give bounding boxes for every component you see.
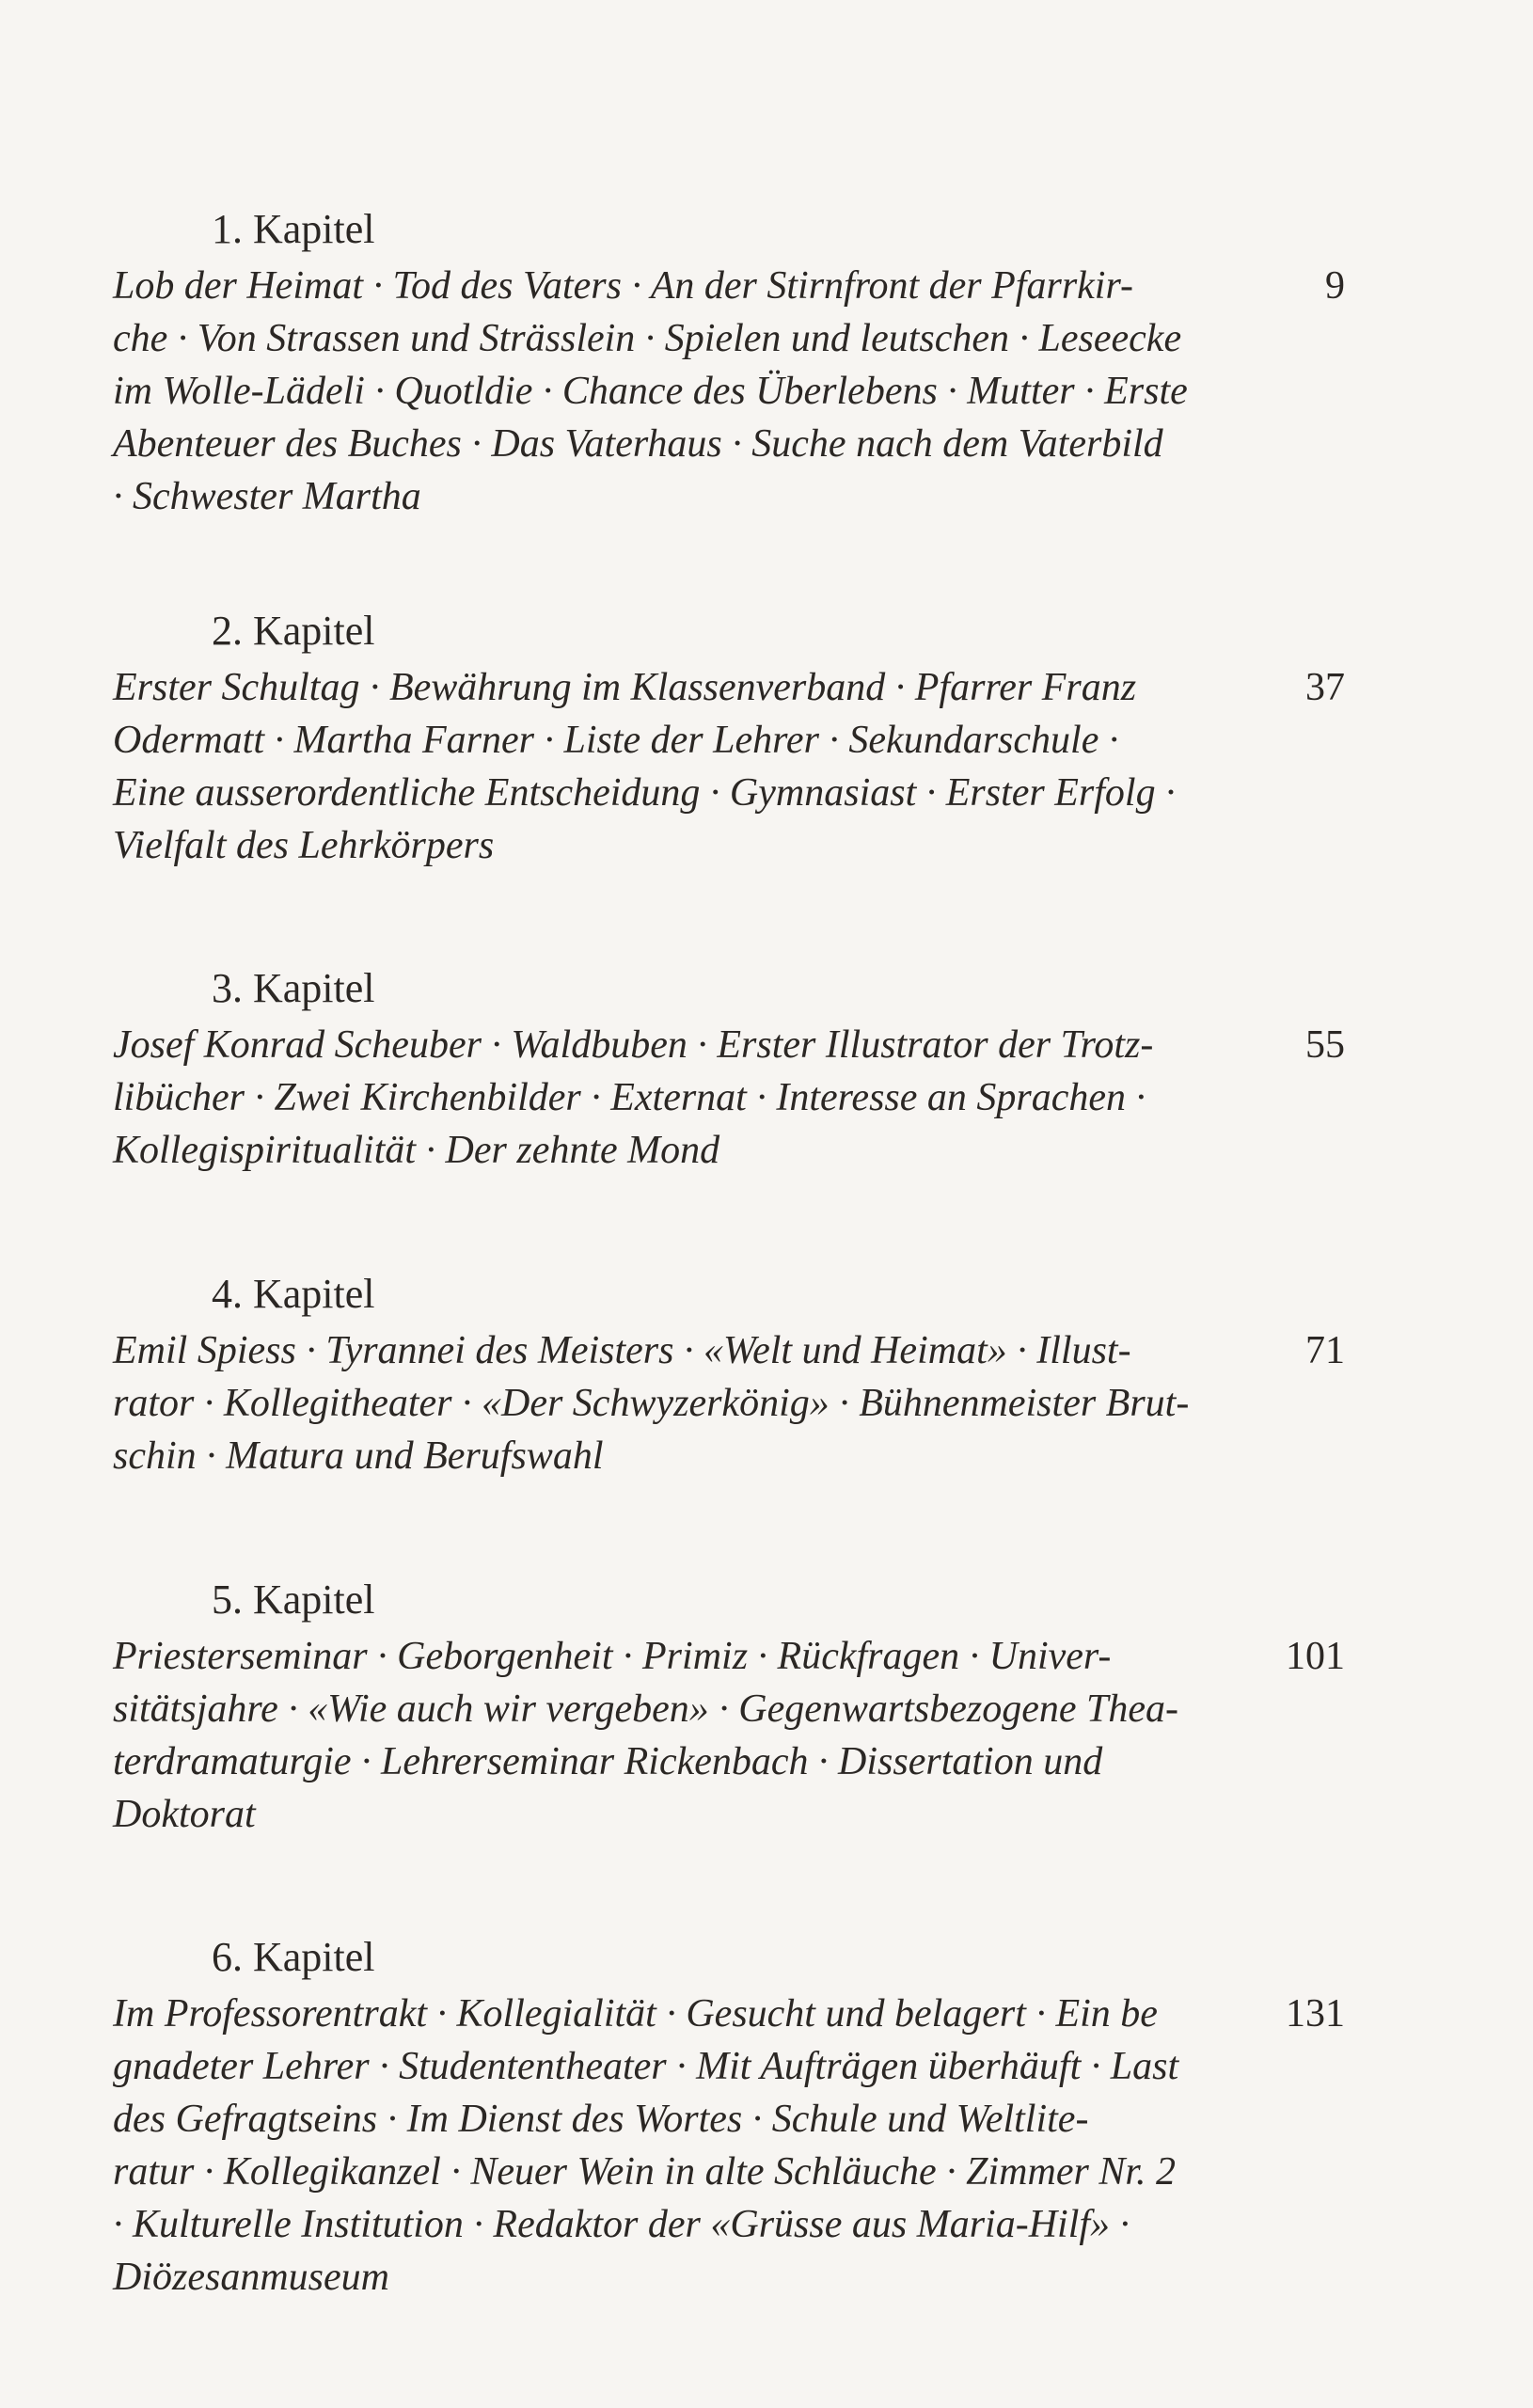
- summary-line: · Schwester Martha: [113, 475, 421, 518]
- page-number: 101: [1286, 1635, 1345, 1678]
- chapter-summary: [113, 1988, 1237, 2304]
- chapter-heading: 6. Kapitel: [212, 1934, 375, 1980]
- chapter-summary: [113, 260, 1237, 523]
- page-number: 71: [1305, 1329, 1345, 1372]
- summary-line: gnadeter Lehrer · Studententheater · Mit Aufträgen überhäuft · Last: [113, 2045, 1179, 2088]
- chapter-body: [113, 1019, 1345, 1177]
- summary-line: ratur · Kollegikanzel · Neuer Wein in alte Schläuche · Zimmer Nr. 2: [113, 2150, 1177, 2194]
- summary-line: im Wolle-Lädeli · Quotldie · Chance des Überlebens · Mutter · Erste: [113, 370, 1188, 413]
- chapter-1: [113, 205, 1345, 523]
- summary-line: Doktorat: [113, 1793, 256, 1836]
- chapter-4: [113, 1270, 1345, 1482]
- summary-line: Lob der Heimat · Tod des Vaters · An der Stirnfront der Pfarrkir-: [113, 264, 1133, 308]
- chapter-3: [113, 964, 1345, 1177]
- chapter-heading: 4. Kapitel: [212, 1271, 375, 1317]
- summary-line: sitätsjahre · «Wie auch wir vergeben» · Gegenwartsbezogene Thea-: [113, 1687, 1179, 1731]
- page-number: 9: [1325, 264, 1345, 308]
- chapter-summary: [113, 1324, 1237, 1482]
- summary-line: Abenteuer des Buches · Das Vaterhaus · Suche nach dem Vaterbild: [113, 422, 1163, 466]
- summary-line: des Gefragtseins · Im Dienst des Wortes · Schule und Weltlite-: [113, 2098, 1089, 2141]
- page-number: 131: [1286, 1992, 1345, 2036]
- chapter-5: [113, 1576, 1345, 1841]
- summary-line: rator · Kollegitheater · «Der Schwyzerkönig» · Bühnenmeister Brut-: [113, 1382, 1190, 1425]
- summary-line: terdramaturgie · Lehrerseminar Rickenbach · Dissertation und: [113, 1740, 1103, 1783]
- summary-line: Vielfalt des Lehrkörpers: [113, 824, 495, 867]
- summary-line: Eine ausserordentliche Entscheidung · Gymnasiast · Erster Erfolg ·: [113, 771, 1176, 815]
- chapter-heading: 3. Kapitel: [212, 965, 375, 1011]
- chapter-6: [113, 1933, 1345, 2304]
- summary-line: libücher · Zwei Kirchenbilder · Externat · Interesse an Sprachen ·: [113, 1076, 1146, 1119]
- summary-line: Josef Konrad Scheuber · Waldbuben · Erster Illustrator der Trotz-: [113, 1023, 1154, 1067]
- summary-line: Erster Schultag · Bewährung im Klassenverband · Pfarrer Franz: [113, 666, 1137, 709]
- chapter-summary: [113, 661, 1237, 872]
- chapter-body: [113, 260, 1345, 523]
- summary-line: · Kulturelle Institution · Redaktor der «Grüsse aus Maria-Hilf» ·: [113, 2203, 1130, 2246]
- chapter-heading: 5. Kapitel: [212, 1576, 375, 1623]
- page-number: 37: [1305, 666, 1345, 709]
- chapter-body: [113, 1324, 1345, 1482]
- chapter-body: [113, 1630, 1345, 1841]
- summary-line: Odermatt · Martha Farner · Liste der Lehrer · Sekundarschule ·: [113, 719, 1119, 762]
- chapter-heading: 2. Kapitel: [212, 608, 375, 654]
- summary-line: Priesterseminar · Geborgenheit · Primiz · Rückfragen · Univer-: [113, 1635, 1112, 1678]
- page-number: 55: [1305, 1023, 1345, 1067]
- summary-line: Kollegispiritualität · Der zehnte Mond: [113, 1129, 720, 1172]
- chapter-2: [113, 607, 1345, 872]
- chapter-summary: [113, 1019, 1237, 1177]
- summary-line: che · Von Strassen und Strässlein · Spielen und leutschen · Leseecke: [113, 317, 1182, 360]
- chapter-body: [113, 661, 1345, 872]
- chapter-body: [113, 1988, 1345, 2304]
- summary-line: Im Professorentrakt · Kollegialität · Gesucht und belagert · Ein be: [113, 1992, 1158, 2036]
- chapter-heading: 1. Kapitel: [212, 206, 375, 252]
- summary-line: schin · Matura und Berufswahl: [113, 1434, 604, 1478]
- summary-line: Emil Spiess · Tyrannei des Meisters · «Welt und Heimat» · Illust-: [113, 1329, 1131, 1372]
- summary-line: Diözesanmuseum: [113, 2256, 389, 2299]
- chapter-summary: [113, 1630, 1237, 1841]
